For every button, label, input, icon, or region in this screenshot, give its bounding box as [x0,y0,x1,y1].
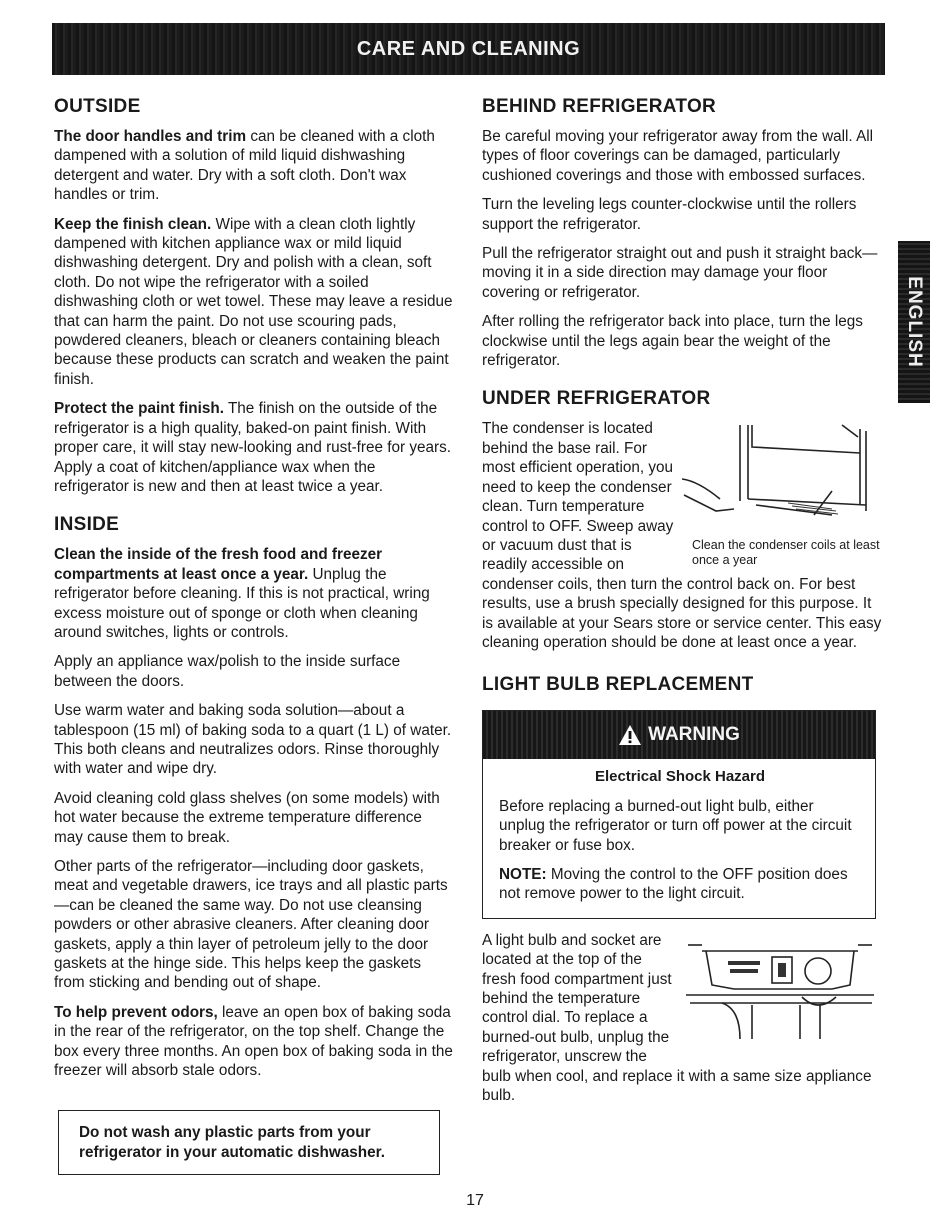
behind-heading: BEHIND REFRIGERATOR [482,96,717,117]
left-column [54,96,454,1175]
right-column [482,96,882,1115]
inside-paragraph-2: Apply an appliance wax/polish to the inside surface between the doors. [54,653,401,690]
warning-text: Before replacing a burned-out light bulb, either unplug the refrigerator or turn off power at the circuit breaker or fuse box. [499,797,852,854]
warning-label: WARNING [648,724,740,746]
outside-p2-lead: Keep the finish clean. [54,215,212,233]
outside-p3-lead: Protect the paint finish. [54,400,224,418]
outside-p1-lead: The door handles and trim [54,128,247,145]
outside-paragraph-1 [54,127,454,205]
section-banner [52,23,885,75]
page-title: CARE AND CLEANING [356,37,581,60]
warning-note-text: Moving the control to the OFF position does not remove power to the light circuit. [499,865,848,903]
outside-paragraph-3 [54,399,454,496]
warning-box [482,710,876,918]
behind-paragraph-1: Be careful moving your refrigerator away from the wall. All types of floor coverings can be damaged, particularly cushioned coverings and those with embossed surfaces. [482,128,874,184]
warning-note-lead: NOTE: [499,865,547,883]
language-tab-label: ENGLISH [904,276,925,368]
light-bulb-illustration [682,933,878,1043]
inside-paragraph-1 [54,545,454,642]
page-number: 17 [466,1192,484,1209]
behind-paragraph-2: Turn the leveling legs counter-clockwise until the rollers support the refrigerator. [482,196,857,233]
warning-triangle-icon [618,724,642,746]
condenser-figure [682,419,882,568]
inside-paragraph-3: Use warm water and baking soda solution—about a tablespoon (15 ml) of baking soda to a quart (1 L) of water. This both cleans and neutralizes odors. Rinse thoroughly with water and wipe dry. [54,702,452,778]
outside-paragraph-2 [54,215,454,390]
inside-paragraph-6 [54,1003,454,1081]
condenser-caption: Clean the condenser coils at least once a year [692,538,880,568]
inside-heading: INSIDE [54,514,120,536]
light-bulb-figure [682,933,882,1048]
inside-paragraph-4: Avoid cleaning cold glass shelves (on some models) with hot water because the extreme temperature difference may cause them to break. [54,789,440,846]
outside-p2-text: Wipe with a clean cloth lightly dampened with kitchen appliance wax or mild liquid dishwashing detergent. Dry and polish with a clean, soft cloth. Do not wipe the refrigerator with a soiled dishwashing cloth or wet towel. These may leave a residue that can harm the paint. Do not use scouring pads, powdered cleaners, bleach or cleaners containing bleach because these products can scratch and weaken the paint finish. [54,215,453,388]
outside-heading: OUTSIDE [54,96,141,117]
dishwasher-note-box [58,1110,440,1175]
behind-paragraph-4: After rolling the refrigerator back into place, turn the legs clockwise until the legs again bear the weight of the refrigerator. [482,313,863,370]
dishwasher-note: Do not wash any plastic parts from your refrigerator in your automatic dishwasher. [79,1124,386,1161]
outside-p3-text: The finish on the outside of the refrigerator is a high quality, baked-on paint finish. With proper care, it will stay new-looking and rust-free for years. Apply a coat of kitchen/appliance wax when the refrigerator is new and then at least twice a year. [54,400,452,495]
under-paragraph: The condenser is located behind the base rail. For most efficient operation, you need to keep the condenser clean. Turn temperature control to OFF. Sweep away or vacuum dust that is readily accessible on condenser coils, then turn the control back on. For best results, use a brush specially designed for this purpose. It is available at your Sears store or service center. This easy cleaning operation should be done at least once a year. [482,420,882,651]
hazard-title: Electrical Shock Hazard [594,768,766,786]
language-tab [898,241,930,403]
under-heading: UNDER REFRIGERATOR [482,388,711,410]
bulb-heading: LIGHT BULB REPLACEMENT [482,674,754,696]
inside-p6-text: leave an open box of baking soda in the rear of the refrigerator, on the top shelf. Change the box every three months. An open box of baking soda in the freezer will absorb stale odors. [54,1003,453,1080]
inside-p1-text: Unplug the refrigerator before cleaning. If this is not practical, wring excess moisture out of sponge or cloth when cleaning around switches, lights or controls. [54,565,430,641]
warning-note [499,865,861,904]
warning-body [483,759,875,917]
inside-paragraph-5: Other parts of the refrigerator—including door gaskets, meat and vegetable drawers, ice trays and all plastic parts—can be cleaned the same way. Do not use cleansing powders or other abrasive cleaners. After cleaning door gaskets, apply a thin layer of petroleum jelly to the door gaskets at the hinge side. This helps keep the gaskets from sticking and bending out of shape. [54,858,448,992]
condenser-illustration [682,419,882,531]
warning-header [483,711,875,759]
inside-p1-lead: Clean the inside of the fresh food and freezer compartments at least once a year. [54,546,383,583]
behind-paragraph-3: Pull the refrigerator straight out and push it straight back—moving it in a side direction may damage your floor covering or refrigerator. [482,245,878,301]
outside-p1-text: can be cleaned with a cloth dampened with a solution of mild liquid dishwashing detergent and water. Dry with a soft cloth. Don't wax handles or trim. [54,128,435,204]
inside-p6-lead: To help prevent odors, [54,1003,218,1021]
bulb-paragraph: A light bulb and socket are located at the top of the fresh food compartment just behind the temperature control dial. To replace a burned-out bulb, unplug the refrigerator, unscrew the bulb when cool, and replace it with a same size appliance bulb. [482,931,872,1105]
